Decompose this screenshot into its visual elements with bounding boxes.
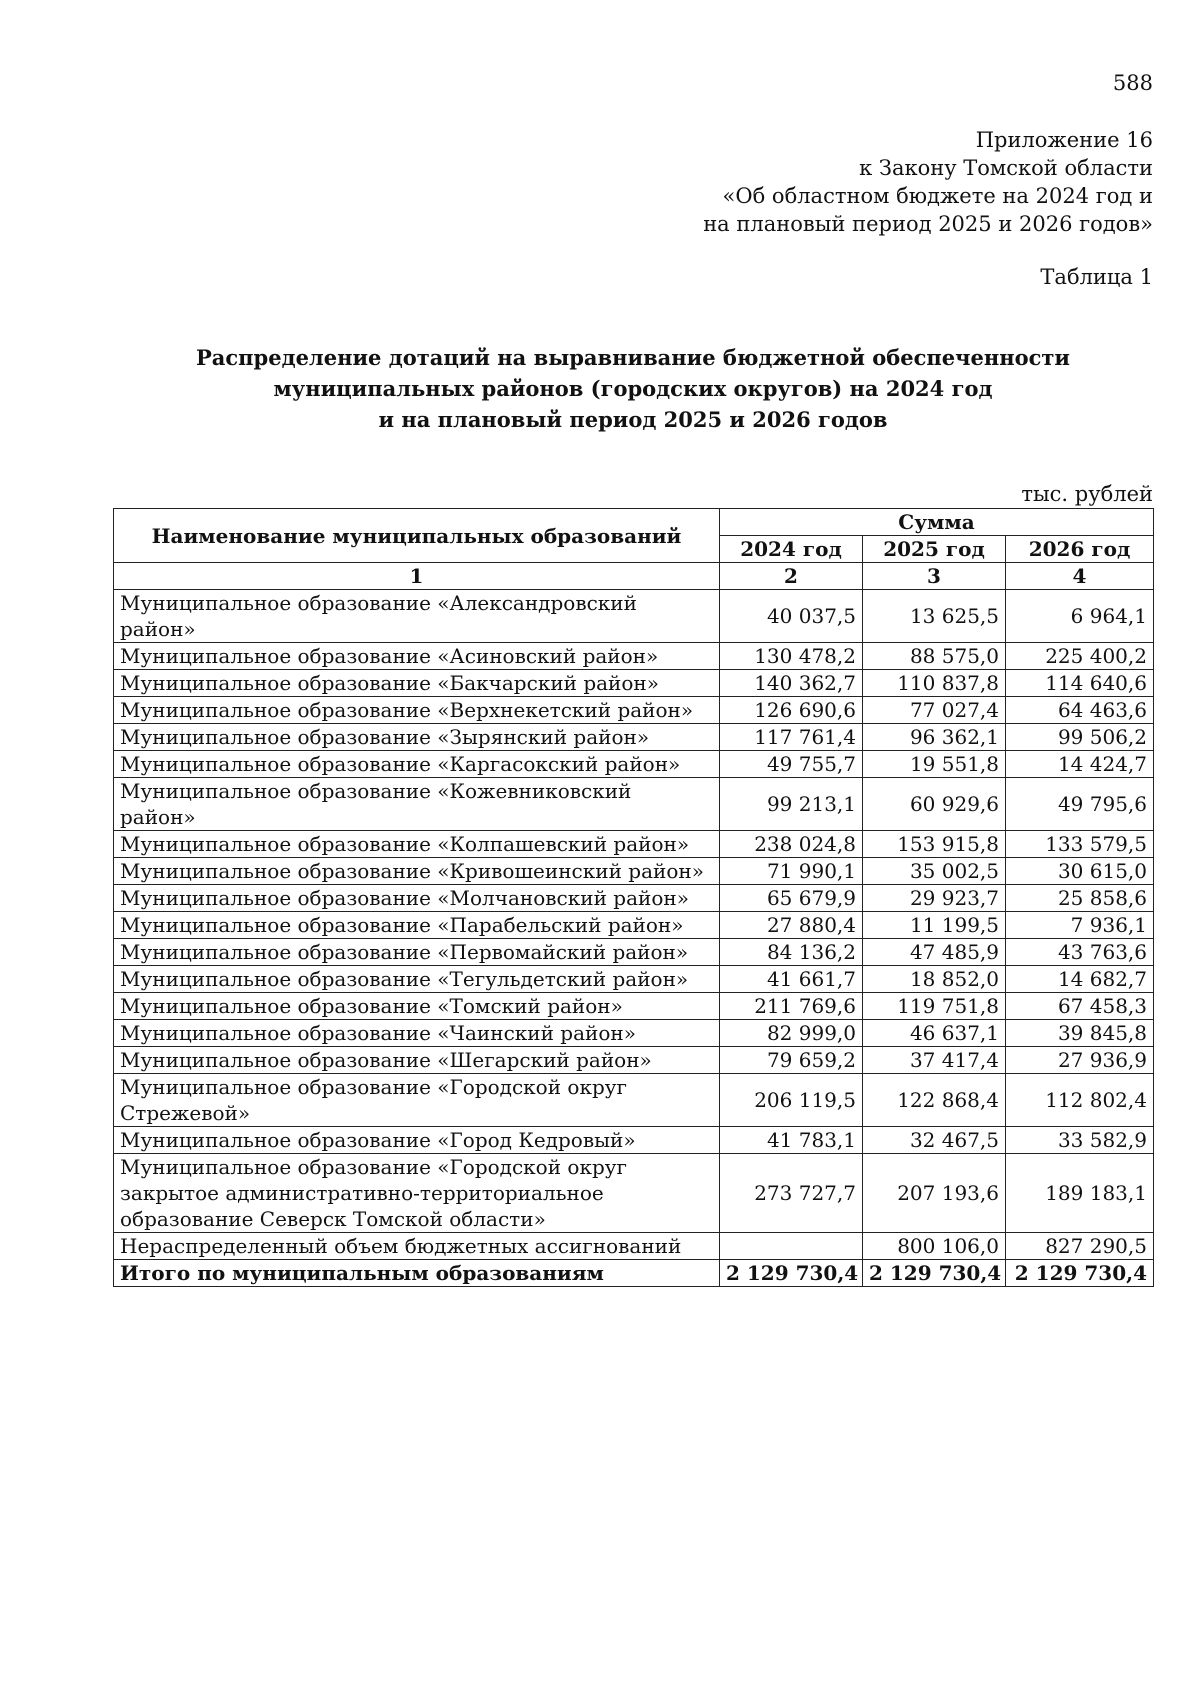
amount-2025: 122 868,4: [863, 1074, 1006, 1127]
total-2025: 2 129 730,4: [863, 1260, 1006, 1287]
municipality-name: Муниципальное образование «Парабельский район»: [114, 912, 720, 939]
municipality-name: Муниципальное образование «Кожевниковский район»: [114, 778, 720, 831]
amount-2025: 19 551,8: [863, 751, 1006, 778]
amount-2025: 77 027,4: [863, 697, 1006, 724]
column-number: 4: [1006, 563, 1154, 590]
amount-2026: 225 400,2: [1006, 643, 1154, 670]
amount-2024: 65 679,9: [720, 885, 863, 912]
amount-2026: 64 463,6: [1006, 697, 1154, 724]
amount-2024: 41 783,1: [720, 1127, 863, 1154]
table-row: [114, 1047, 1154, 1074]
amount-2026: 112 802,4: [1006, 1074, 1154, 1127]
amount-2024: 79 659,2: [720, 1047, 863, 1074]
amount-2024: 84 136,2: [720, 939, 863, 966]
amount-2024: 82 999,0: [720, 1020, 863, 1047]
municipality-name: Муниципальное образование «Городской округ Стрежевой»: [114, 1074, 720, 1127]
amount-2025: 119 751,8: [863, 993, 1006, 1020]
units-label: тыс. рублей: [1021, 482, 1153, 506]
table-row: [114, 966, 1154, 993]
column-number: 1: [114, 563, 720, 590]
amount-2024: 126 690,6: [720, 697, 863, 724]
title-line: и на плановый период 2025 и 2026 годов: [378, 407, 888, 432]
municipality-name: Муниципальное образование «Каргасокский район»: [114, 751, 720, 778]
amount-2025: 37 417,4: [863, 1047, 1006, 1074]
table-row: [114, 590, 1154, 643]
municipality-name: Муниципальное образование «Город Кедровый»: [114, 1127, 720, 1154]
amount-2024: 206 119,5: [720, 1074, 863, 1127]
amount-2024: 49 755,7: [720, 751, 863, 778]
municipality-name: Нераспределенный объем бюджетных ассигнований: [114, 1233, 720, 1260]
amount-2026: 49 795,6: [1006, 778, 1154, 831]
municipality-name: Муниципальное образование «Городской округ закрытое административно-территориальное образование Северск Томской области»: [114, 1154, 720, 1233]
amount-2026: 27 936,9: [1006, 1047, 1154, 1074]
table-row: [114, 751, 1154, 778]
amount-2026: 33 582,9: [1006, 1127, 1154, 1154]
appendix-line: «Об областном бюджете на 2024 год и: [722, 184, 1153, 208]
table-row: [114, 1233, 1154, 1260]
municipality-name: Муниципальное образование «Кривошеинский район»: [114, 858, 720, 885]
title-line: муниципальных районов (городских округов) на 2024 год: [273, 376, 993, 401]
amount-2025: 110 837,8: [863, 670, 1006, 697]
amount-2026: 7 936,1: [1006, 912, 1154, 939]
table-row: [114, 831, 1154, 858]
header-name: Наименование муниципальных образований: [114, 509, 720, 563]
amount-2024: 211 769,6: [720, 993, 863, 1020]
municipality-name: Муниципальное образование «Чаинский район»: [114, 1020, 720, 1047]
amount-2025: 11 199,5: [863, 912, 1006, 939]
table-row: [114, 724, 1154, 751]
amount-2025: 800 106,0: [863, 1233, 1006, 1260]
table-row: [114, 993, 1154, 1020]
header-row: [114, 509, 1154, 536]
table-row: [114, 1127, 1154, 1154]
table-body: [114, 590, 1154, 1260]
municipality-name: Муниципальное образование «Шегарский район»: [114, 1047, 720, 1074]
amount-2026: 6 964,1: [1006, 590, 1154, 643]
municipality-name: Муниципальное образование «Александровский район»: [114, 590, 720, 643]
table-row: [114, 778, 1154, 831]
amount-2025: 60 929,6: [863, 778, 1006, 831]
amount-2026: 67 458,3: [1006, 993, 1154, 1020]
total-2024: 2 129 730,4: [720, 1260, 863, 1287]
title-line: Распределение дотаций на выравнивание бюджетной обеспеченности: [195, 345, 1071, 370]
amount-2025: 18 852,0: [863, 966, 1006, 993]
municipality-name: Муниципальное образование «Колпашевский район»: [114, 831, 720, 858]
subsidy-table: [113, 508, 1154, 1287]
header-year: 2024 год: [720, 536, 863, 563]
table-row: [114, 912, 1154, 939]
amount-2025: 96 362,1: [863, 724, 1006, 751]
amount-2024: 99 213,1: [720, 778, 863, 831]
municipality-name: Муниципальное образование «Первомайский район»: [114, 939, 720, 966]
column-numbers-row: [114, 563, 1154, 590]
municipality-name: Муниципальное образование «Асиновский район»: [114, 643, 720, 670]
amount-2025: 35 002,5: [863, 858, 1006, 885]
table-row: [114, 697, 1154, 724]
table-row: [114, 1020, 1154, 1047]
amount-2024: [720, 1233, 863, 1260]
header-year: 2025 год: [863, 536, 1006, 563]
appendix-line: к Закону Томской области: [859, 156, 1153, 180]
amount-2025: 207 193,6: [863, 1154, 1006, 1233]
amount-2026: 133 579,5: [1006, 831, 1154, 858]
municipality-name: Муниципальное образование «Молчановский район»: [114, 885, 720, 912]
municipality-name: Муниципальное образование «Тегульдетский район»: [114, 966, 720, 993]
municipality-name: Муниципальное образование «Томский район»: [114, 993, 720, 1020]
amount-2026: 39 845,8: [1006, 1020, 1154, 1047]
table-row: [114, 1074, 1154, 1127]
page-number: 588: [1112, 71, 1153, 95]
table-row: [114, 858, 1154, 885]
amount-2026: 99 506,2: [1006, 724, 1154, 751]
amount-2024: 238 024,8: [720, 831, 863, 858]
amount-2025: 13 625,5: [863, 590, 1006, 643]
amount-2026: 189 183,1: [1006, 1154, 1154, 1233]
total-2026: 2 129 730,4: [1006, 1260, 1154, 1287]
table-row: [114, 939, 1154, 966]
amount-2024: 41 661,7: [720, 966, 863, 993]
amount-2024: 40 037,5: [720, 590, 863, 643]
amount-2024: 27 880,4: [720, 912, 863, 939]
amount-2025: 32 467,5: [863, 1127, 1006, 1154]
table-label: Таблица 1: [1040, 265, 1153, 289]
total-row: [114, 1260, 1154, 1287]
municipality-name: Муниципальное образование «Бакчарский район»: [114, 670, 720, 697]
table-row: [114, 1154, 1154, 1233]
table-row: [114, 670, 1154, 697]
amount-2026: 114 640,6: [1006, 670, 1154, 697]
appendix-line: Приложение 16: [975, 128, 1153, 152]
column-number: 2: [720, 563, 863, 590]
amount-2024: 140 362,7: [720, 670, 863, 697]
amount-2026: 25 858,6: [1006, 885, 1154, 912]
table-row: [114, 643, 1154, 670]
amount-2026: 14 424,7: [1006, 751, 1154, 778]
amount-2026: 827 290,5: [1006, 1233, 1154, 1260]
document-title: [113, 342, 1153, 435]
amount-2024: 117 761,4: [720, 724, 863, 751]
table-row: [114, 885, 1154, 912]
amount-2026: 30 615,0: [1006, 858, 1154, 885]
amount-2025: 29 923,7: [863, 885, 1006, 912]
total-label: Итого по муниципальным образованиям: [114, 1260, 720, 1287]
column-number: 3: [863, 563, 1006, 590]
amount-2026: 14 682,7: [1006, 966, 1154, 993]
amount-2025: 47 485,9: [863, 939, 1006, 966]
appendix-reference: [703, 126, 1153, 238]
amount-2025: 46 637,1: [863, 1020, 1006, 1047]
amount-2025: 88 575,0: [863, 643, 1006, 670]
amount-2024: 273 727,7: [720, 1154, 863, 1233]
amount-2025: 153 915,8: [863, 831, 1006, 858]
amount-2024: 130 478,2: [720, 643, 863, 670]
appendix-line: на плановый период 2025 и 2026 годов»: [703, 212, 1153, 236]
municipality-name: Муниципальное образование «Зырянский район»: [114, 724, 720, 751]
municipality-name: Муниципальное образование «Верхнекетский район»: [114, 697, 720, 724]
header-year: 2026 год: [1006, 536, 1154, 563]
header-sum: Сумма: [720, 509, 1154, 536]
amount-2026: 43 763,6: [1006, 939, 1154, 966]
amount-2024: 71 990,1: [720, 858, 863, 885]
